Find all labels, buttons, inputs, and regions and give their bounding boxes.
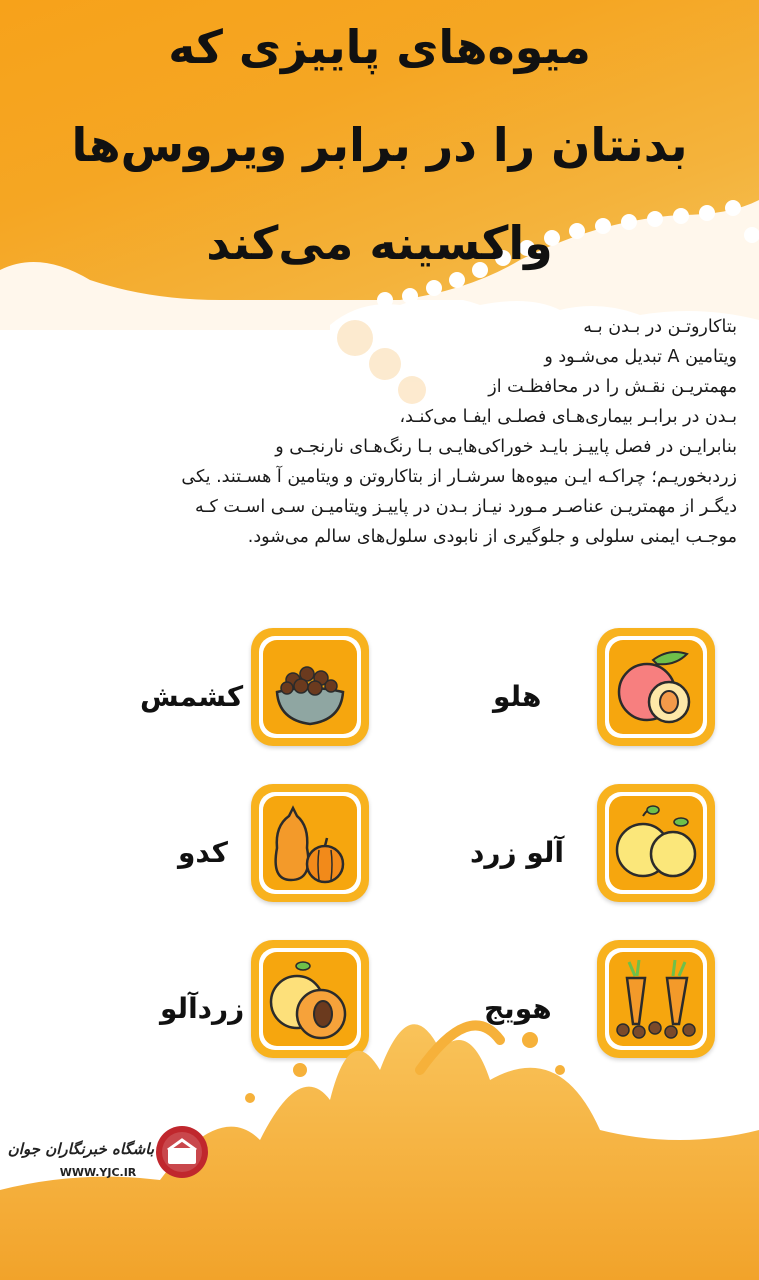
peach-icon: [609, 640, 703, 734]
page-title-line-2: بدنتان را در برابر ویروس‌ها: [71, 118, 688, 172]
pumpkin-label: کدو: [178, 836, 228, 869]
page-title-line-3: واکسینه می‌کند: [206, 216, 553, 270]
raisins-label: کشمش: [140, 680, 244, 713]
pumpkin-card: [251, 784, 369, 902]
body-line: زردبخوریـم؛ چراکـه ایـن میوه‌ها سرشـار از بتاکاروتن و ویتامین آ هسـتند. یکی: [181, 467, 737, 487]
page-title-line-1: میوه‌های پاییزی که: [168, 20, 591, 74]
yellow-plum-card: [597, 784, 715, 902]
carrot-label: هویج: [484, 992, 552, 1025]
peach-label: هلو: [493, 680, 542, 713]
raisins-card: [251, 628, 369, 746]
yjc-logo: [7, 1120, 212, 1190]
body-line: موجـب ایمنی سلولی و جلوگیری از نابودی سلول‌های سالم می‌شود.: [247, 527, 737, 547]
body-line: بـدن در برابـر بیماری‌هـای فصلـی ایفـا می‌کنـد،: [399, 407, 737, 427]
body-line: بتاکاروتـن در بـدن بـه: [583, 317, 737, 337]
pumpkin-icon: [263, 796, 357, 890]
body-line: ویتامین A تبدیل می‌شـود و: [544, 347, 737, 367]
body-line: مهمتریـن نقـش را در محافظـت از: [488, 377, 737, 397]
body-paragraph: [17, 312, 737, 552]
logo-url: WWW.YJC.IR: [59, 1166, 137, 1179]
apricot-label: زردآلو: [160, 992, 245, 1025]
yellow-plum-label: آلو زرد: [470, 836, 565, 869]
body-line: دیگـر از مهمتریـن عناصـر مـورد نیـاز بـدن در پاییـز ویتامیـن سـی اسـت کـه: [194, 497, 737, 517]
logo-name: باشگاه خبرنگاران جوان: [7, 1140, 154, 1158]
raisins-bowl-icon: [263, 640, 357, 734]
body-line: بنابرایـن در فصل پاییـز بایـد خوراکی‌هایـی بـا رنگ‌هـای نارنجـی و: [275, 437, 737, 457]
peach-card: [597, 628, 715, 746]
yellow-plum-icon: [609, 796, 703, 890]
